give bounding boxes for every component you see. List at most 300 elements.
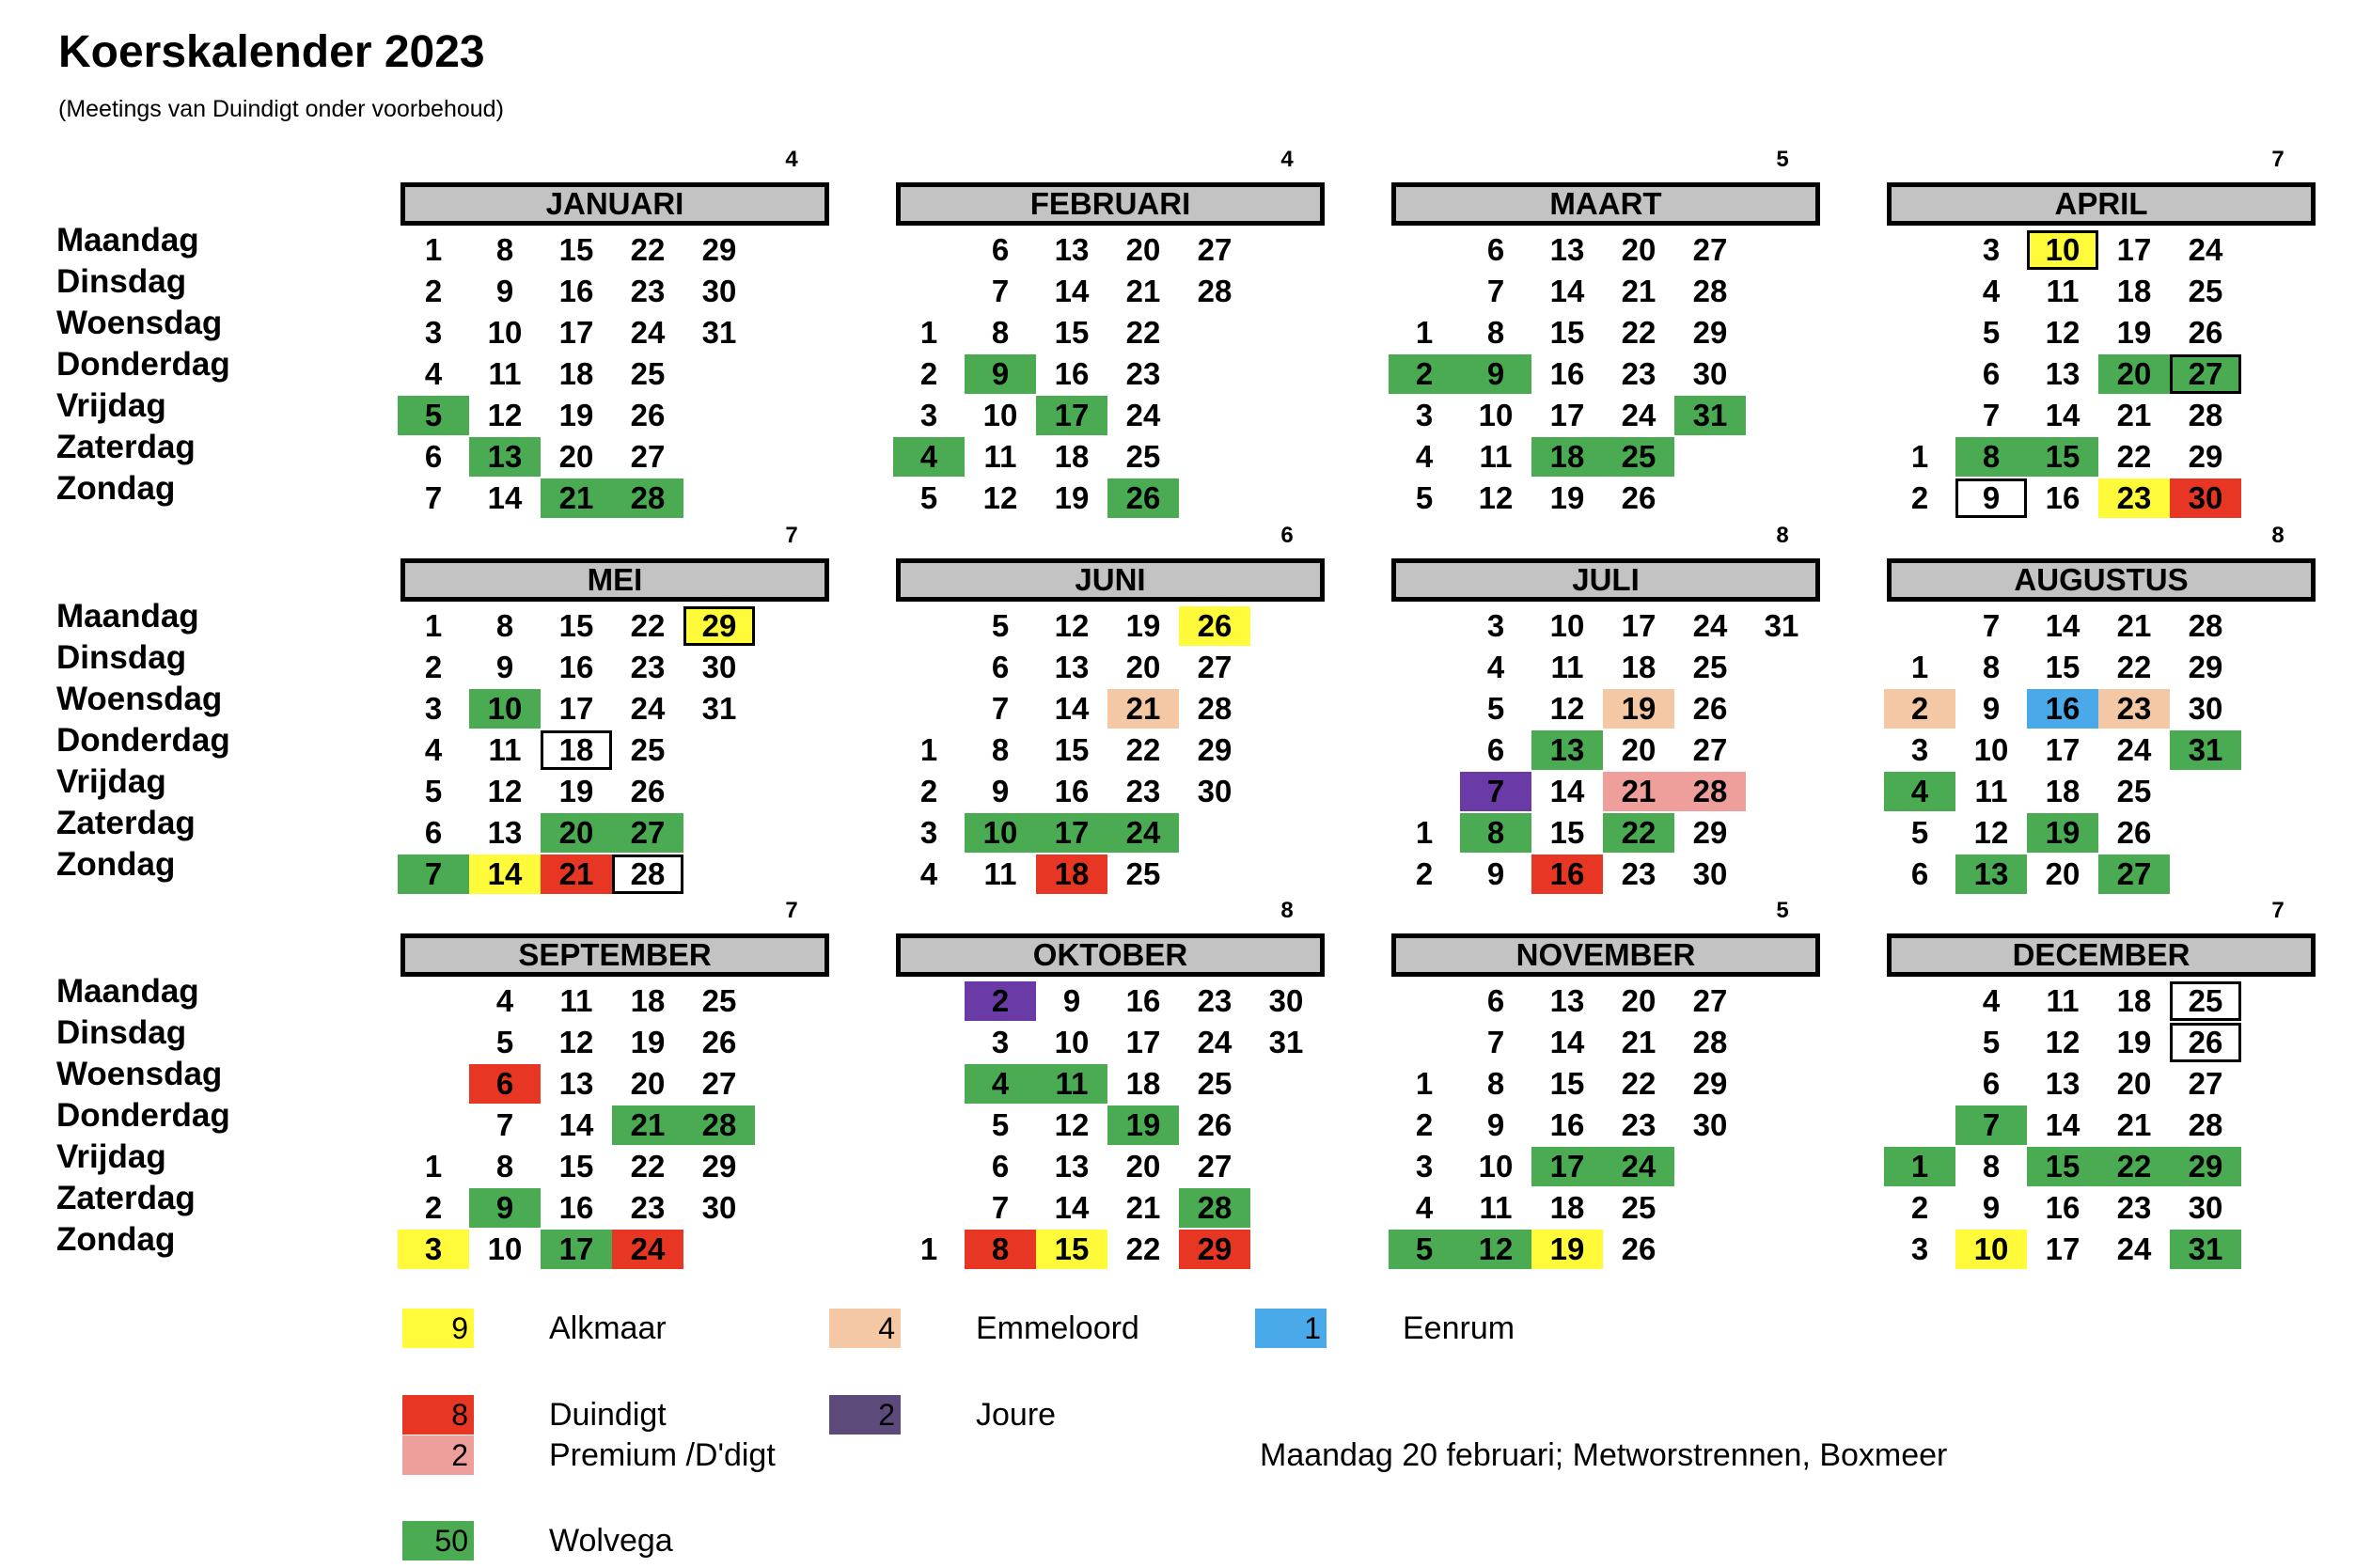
calendar-day: 18 (630, 983, 666, 1018)
calendar-day: 7 (991, 274, 1010, 308)
calendar-day: 28 (1692, 274, 1728, 308)
calendar-day: 29 (701, 1149, 737, 1184)
calendar-day: 17 (1036, 813, 1107, 853)
calendar-day: 22 (1621, 1066, 1657, 1101)
calendar-day: 23 (2098, 478, 2170, 518)
month-meeting-count: 7 (785, 523, 798, 548)
calendar-day: 18 (541, 730, 612, 770)
calendar-day: 27 (630, 439, 666, 474)
calendar-day: 16 (1549, 356, 1585, 391)
month-header-maart: MAART (1391, 182, 1820, 226)
calendar-day: 2 (1910, 1190, 1929, 1225)
calendar-day: 13 (1054, 1149, 1090, 1184)
calendar-day: 3 (424, 691, 443, 726)
calendar-day: 2 (919, 774, 938, 808)
calendar-day: 3 (1415, 1149, 1434, 1184)
calendar-day: 13 (2045, 1066, 2081, 1101)
calendar-day: 5 (991, 1107, 1010, 1142)
legend-swatch-eenrum: 1 (1255, 1309, 1327, 1348)
day-label-woensdag: Woensdag (56, 305, 223, 341)
calendar-day: 24 (1692, 608, 1728, 643)
calendar-day: 4 (893, 437, 965, 477)
calendar-day: 26 (2116, 815, 2152, 850)
legend-swatch-joure: 2 (829, 1395, 901, 1435)
calendar-day: 19 (1125, 608, 1161, 643)
day-label-vrijdag: Vrijdag (56, 1138, 166, 1175)
calendar-day: 30 (1692, 356, 1728, 391)
calendar-day: 1 (919, 732, 938, 767)
calendar-day: 16 (2045, 480, 2081, 515)
calendar-day: 11 (1550, 650, 1584, 684)
day-label-donderdag: Donderdag (56, 346, 230, 383)
calendar-day: 20 (2045, 856, 2081, 891)
calendar-day: 1 (919, 315, 938, 350)
calendar-day: 28 (1179, 1188, 1250, 1228)
calendar-day: 11 (1974, 774, 2008, 808)
calendar-day: 22 (1603, 813, 1674, 853)
calendar-day: 23 (630, 274, 666, 308)
calendar-day: 10 (1955, 1230, 2027, 1269)
calendar-day: 23 (1197, 983, 1233, 1018)
calendar-day: 17 (1549, 398, 1585, 432)
calendar-day: 16 (1549, 1107, 1585, 1142)
month-meeting-count: 7 (785, 898, 798, 923)
calendar-day: 9 (1486, 1107, 1505, 1142)
day-label-zondag: Zondag (56, 846, 176, 883)
calendar-day: 5 (495, 1025, 514, 1059)
calendar-day: 4 (965, 1064, 1036, 1104)
legend-label-joure: Joure (976, 1397, 1057, 1433)
calendar-day: 6 (1486, 232, 1505, 267)
calendar-day: 27 (1197, 1149, 1233, 1184)
calendar-day: 19 (2027, 813, 2098, 853)
day-label-donderdag: Donderdag (56, 722, 230, 759)
calendar-day: 24 (1621, 398, 1657, 432)
calendar-day: 13 (558, 1066, 594, 1101)
day-label-donderdag: Donderdag (56, 1097, 230, 1134)
calendar-day: 16 (1531, 855, 1603, 894)
calendar-day: 27 (2098, 855, 2170, 894)
calendar-day: 7 (1982, 398, 2001, 432)
calendar-day: 12 (487, 398, 523, 432)
calendar-day: 25 (1125, 856, 1161, 891)
calendar-day: 17 (558, 315, 594, 350)
calendar-day: 10 (1478, 398, 1514, 432)
calendar-day: 3 (1910, 732, 1929, 767)
calendar-day: 2 (424, 274, 443, 308)
month-meeting-count: 8 (1776, 523, 1789, 548)
calendar-day: 11 (488, 356, 522, 391)
day-label-zondag: Zondag (56, 470, 176, 507)
calendar-day: 9 (1955, 478, 2027, 518)
calendar-day: 8 (1982, 1149, 2001, 1184)
calendar-day: 21 (2116, 398, 2152, 432)
calendar-day: 23 (2116, 1190, 2152, 1225)
month-header-december: DECEMBER (1887, 933, 2316, 977)
calendar-day: 5 (1486, 691, 1505, 726)
calendar-day: 3 (1415, 398, 1434, 432)
calendar-day: 31 (1764, 608, 1799, 643)
calendar-day: 19 (2116, 315, 2152, 350)
calendar-day: 13 (1054, 650, 1090, 684)
calendar-day: 20 (541, 813, 612, 853)
calendar-day: 9 (469, 1188, 541, 1228)
calendar-day: 30 (701, 274, 737, 308)
calendar-day: 30 (2170, 478, 2241, 518)
calendar-day: 23 (1621, 356, 1657, 391)
legend-swatch-wolvega: 50 (402, 1521, 474, 1560)
calendar-day: 17 (2116, 232, 2152, 267)
calendar-day: 30 (2188, 691, 2223, 726)
calendar-day: 29 (1179, 1230, 1250, 1269)
calendar-day: 26 (2188, 315, 2223, 350)
calendar-day: 24 (1107, 813, 1179, 853)
calendar-day: 6 (424, 439, 443, 474)
day-label-woensdag: Woensdag (56, 681, 223, 717)
calendar-day: 1 (424, 232, 443, 267)
calendar-day: 23 (1621, 856, 1657, 891)
calendar-day: 29 (1692, 1066, 1728, 1101)
calendar-day: 15 (558, 608, 594, 643)
calendar-day: 31 (701, 315, 737, 350)
calendar-day: 6 (991, 232, 1010, 267)
calendar-day: 3 (1486, 608, 1505, 643)
calendar-day: 17 (1531, 1147, 1603, 1186)
calendar-day: 18 (1621, 650, 1657, 684)
calendar-day: 5 (1910, 815, 1929, 850)
calendar-day: 21 (1621, 274, 1657, 308)
calendar-day: 6 (1982, 356, 2001, 391)
calendar-day: 5 (1982, 315, 2001, 350)
calendar-day: 26 (630, 398, 666, 432)
calendar-day: 24 (1197, 1025, 1233, 1059)
calendar-day: 27 (2170, 354, 2241, 394)
calendar-day: 16 (558, 650, 594, 684)
calendar-day: 8 (495, 1149, 514, 1184)
calendar-day: 16 (1054, 356, 1090, 391)
calendar-day: 8 (991, 315, 1010, 350)
calendar-day: 8 (1486, 315, 1505, 350)
calendar-day: 11 (2046, 274, 2080, 308)
calendar-day: 11 (559, 983, 593, 1018)
calendar-day: 13 (1531, 730, 1603, 770)
calendar-day: 19 (1603, 689, 1674, 729)
calendar-day: 20 (1125, 1149, 1161, 1184)
calendar-day: 25 (1621, 1190, 1657, 1225)
month-meeting-count: 5 (1776, 147, 1789, 172)
calendar-day: 10 (1054, 1025, 1090, 1059)
page-subtitle: (Meetings van Duindigt onder voorbehoud) (58, 96, 504, 122)
calendar-day: 1 (1415, 315, 1434, 350)
calendar-day: 2 (919, 356, 938, 391)
calendar-day: 19 (630, 1025, 666, 1059)
calendar-day: 12 (1973, 815, 2009, 850)
calendar-day: 28 (2188, 608, 2223, 643)
month-meeting-count: 7 (2271, 898, 2285, 923)
calendar-day: 15 (1036, 1230, 1107, 1269)
month-meeting-count: 5 (1776, 898, 1789, 923)
calendar-day: 14 (1054, 691, 1090, 726)
calendar-day: 6 (1486, 732, 1505, 767)
calendar-day: 18 (1036, 855, 1107, 894)
calendar-day: 25 (2170, 981, 2241, 1021)
calendar-day: 30 (1692, 1107, 1728, 1142)
calendar-day: 25 (1692, 650, 1728, 684)
calendar-day: 15 (1549, 1066, 1585, 1101)
calendar-day: 12 (982, 480, 1018, 515)
calendar-day: 10 (487, 315, 523, 350)
month-header-oktober: OKTOBER (896, 933, 1325, 977)
calendar-day: 9 (495, 274, 514, 308)
calendar-day: 26 (1621, 1231, 1657, 1266)
calendar-day: 30 (2188, 1190, 2223, 1225)
calendar-day: 14 (1549, 774, 1585, 808)
calendar-day: 10 (965, 813, 1036, 853)
calendar-day: 28 (1197, 274, 1233, 308)
month-header-juli: JULI (1391, 558, 1820, 602)
calendar-day: 9 (1460, 354, 1531, 394)
calendar-day: 30 (701, 650, 737, 684)
calendar-day: 6 (1910, 856, 1929, 891)
calendar-day: 17 (558, 691, 594, 726)
calendar-day: 18 (558, 356, 594, 391)
calendar-day: 16 (558, 1190, 594, 1225)
legend-swatch-emmeloord: 4 (829, 1309, 901, 1348)
calendar-day: 10 (487, 1231, 523, 1266)
legend-swatch-duindigt: 8 (402, 1395, 474, 1435)
day-label-vrijdag: Vrijdag (56, 387, 166, 424)
calendar-day: 22 (1125, 1231, 1161, 1266)
legend-label-wolvega: Wolvega (549, 1523, 673, 1559)
calendar-day: 12 (2045, 1025, 2081, 1059)
calendar-day: 30 (1692, 856, 1728, 891)
calendar-day: 14 (1549, 1025, 1585, 1059)
calendar-day: 20 (1125, 650, 1161, 684)
calendar-day: 8 (1460, 813, 1531, 853)
calendar-day: 4 (1415, 1190, 1434, 1225)
calendar-day: 27 (701, 1066, 737, 1101)
calendar-day: 21 (541, 855, 612, 894)
calendar-day: 8 (1486, 1066, 1505, 1101)
calendar-day: 22 (2116, 439, 2152, 474)
calendar-day: 19 (558, 774, 594, 808)
calendar-day: 25 (2116, 774, 2152, 808)
calendar-day: 5 (1982, 1025, 2001, 1059)
calendar-day: 14 (487, 480, 523, 515)
calendar-day: 18 (1549, 1190, 1585, 1225)
calendar-day: 23 (1125, 774, 1161, 808)
legend-swatch-premium: 2 (402, 1435, 474, 1475)
day-label-maandag: Maandag (56, 973, 199, 1010)
calendar-day: 20 (558, 439, 594, 474)
calendar-day: 14 (2045, 398, 2081, 432)
month-meeting-count: 4 (785, 147, 798, 172)
calendar-day: 30 (1268, 983, 1304, 1018)
calendar-day: 24 (1125, 398, 1161, 432)
calendar-day: 12 (1054, 608, 1090, 643)
calendar-day: 4 (1884, 772, 1955, 811)
calendar-day: 7 (495, 1107, 514, 1142)
calendar-day: 18 (1531, 437, 1603, 477)
calendar-day: 7 (1486, 274, 1505, 308)
calendar-day: 12 (558, 1025, 594, 1059)
calendar-day: 3 (919, 815, 938, 850)
calendar-day: 4 (1982, 274, 2001, 308)
calendar-day: 10 (469, 689, 541, 729)
day-label-maandag: Maandag (56, 598, 199, 635)
month-meeting-count: 7 (2271, 147, 2285, 172)
calendar-day: 4 (1486, 650, 1505, 684)
calendar-day: 1 (424, 608, 443, 643)
calendar-day: 20 (1621, 232, 1657, 267)
calendar-day: 24 (1603, 1147, 1674, 1186)
calendar-day: 22 (630, 608, 666, 643)
calendar-day: 10 (1478, 1149, 1514, 1184)
calendar-day: 9 (1982, 1190, 2001, 1225)
calendar-day: 14 (1054, 1190, 1090, 1225)
calendar-day: 7 (991, 691, 1010, 726)
calendar-day: 1 (1910, 439, 1929, 474)
calendar-day: 4 (424, 356, 443, 391)
calendar-day: 7 (1486, 1025, 1505, 1059)
calendar-day: 13 (1054, 232, 1090, 267)
calendar-day: 24 (630, 691, 666, 726)
calendar-day: 8 (991, 732, 1010, 767)
calendar-day: 25 (1125, 439, 1161, 474)
calendar-day: 22 (2098, 1147, 2170, 1186)
calendar-day: 23 (1125, 356, 1161, 391)
calendar-day: 3 (991, 1025, 1010, 1059)
calendar-day: 29 (701, 232, 737, 267)
calendar-day: 7 (424, 480, 443, 515)
calendar-day: 24 (612, 1230, 683, 1269)
calendar-day: 12 (1054, 1107, 1090, 1142)
calendar-day: 29 (683, 606, 755, 646)
calendar-day: 4 (919, 856, 938, 891)
calendar-day: 7 (991, 1190, 1010, 1225)
calendar-day: 8 (1955, 437, 2027, 477)
calendar-day: 2 (1910, 480, 1929, 515)
calendar-day: 16 (1054, 774, 1090, 808)
calendar-day: 25 (1197, 1066, 1233, 1101)
calendar-day: 22 (1125, 732, 1161, 767)
calendar-day: 15 (558, 1149, 594, 1184)
calendar-day: 16 (2045, 1190, 2081, 1225)
day-label-dinsdag: Dinsdag (56, 263, 187, 300)
calendar-day: 14 (2045, 1107, 2081, 1142)
legend-label-alkmaar: Alkmaar (549, 1310, 667, 1346)
day-label-dinsdag: Dinsdag (56, 1014, 187, 1051)
month-header-februari: FEBRUARI (896, 182, 1325, 226)
calendar-day: 2 (1389, 354, 1460, 394)
calendar-day: 31 (1674, 396, 1746, 435)
calendar-day: 31 (2170, 1230, 2241, 1269)
calendar-day: 24 (630, 315, 666, 350)
calendar-day: 5 (991, 608, 1010, 643)
day-label-zondag: Zondag (56, 1221, 176, 1258)
calendar-day: 4 (495, 983, 514, 1018)
calendar-day: 19 (1054, 480, 1090, 515)
calendar-day: 4 (424, 732, 443, 767)
calendar-day: 23 (630, 1190, 666, 1225)
calendar-day: 20 (2116, 1066, 2152, 1101)
calendar-day: 1 (919, 1231, 938, 1266)
calendar-day: 21 (612, 1105, 683, 1145)
calendar-day: 8 (1982, 650, 2001, 684)
calendar-day: 13 (1549, 232, 1585, 267)
calendar-day: 20 (1621, 732, 1657, 767)
page-title: Koerskalender 2023 (58, 27, 485, 77)
day-label-zaterdag: Zaterdag (56, 429, 196, 465)
calendar-day: 25 (630, 356, 666, 391)
calendar-day: 24 (2116, 1231, 2152, 1266)
calendar-day: 27 (612, 813, 683, 853)
calendar-day: 14 (2045, 608, 2081, 643)
calendar-day: 13 (2045, 356, 2081, 391)
calendar-day: 29 (2188, 650, 2223, 684)
calendar-day: 20 (2098, 354, 2170, 394)
calendar-day: 25 (630, 732, 666, 767)
calendar-day: 21 (2116, 608, 2152, 643)
calendar-day: 3 (1982, 232, 2001, 267)
calendar-day: 26 (2170, 1023, 2241, 1062)
month-header-september: SEPTEMBER (400, 933, 829, 977)
day-label-zaterdag: Zaterdag (56, 1180, 196, 1216)
calendar-day: 14 (1549, 274, 1585, 308)
calendar-day: 1 (1415, 815, 1434, 850)
calendar-day: 26 (630, 774, 666, 808)
calendar-day: 13 (1955, 855, 2027, 894)
calendar-day: 27 (1692, 983, 1728, 1018)
calendar-day: 31 (1268, 1025, 1304, 1059)
calendar-day: 29 (2170, 1147, 2241, 1186)
calendar-day: 28 (1692, 1025, 1728, 1059)
day-label-dinsdag: Dinsdag (56, 639, 187, 676)
calendar-day: 21 (1621, 1025, 1657, 1059)
calendar-day: 26 (1692, 691, 1728, 726)
calendar-day: 17 (1036, 396, 1107, 435)
calendar-day: 23 (1621, 1107, 1657, 1142)
calendar-day: 28 (1674, 772, 1746, 811)
calendar-day: 22 (630, 1149, 666, 1184)
calendar-day: 11 (488, 732, 522, 767)
calendar-day: 13 (1549, 983, 1585, 1018)
calendar-day: 28 (612, 855, 683, 894)
calendar-day: 6 (991, 650, 1010, 684)
calendar-day: 1 (1910, 650, 1929, 684)
calendar-day: 10 (982, 398, 1018, 432)
calendar-day: 25 (701, 983, 737, 1018)
calendar-day: 15 (1549, 315, 1585, 350)
calendar-day: 7 (1982, 608, 2001, 643)
calendar-day: 7 (1955, 1105, 2027, 1145)
calendar-day: 30 (1197, 774, 1233, 808)
calendar-day: 2 (965, 981, 1036, 1021)
day-label-maandag: Maandag (56, 222, 199, 259)
legend-label-premium: Premium /D'digt (549, 1437, 776, 1473)
calendar-day: 5 (1415, 480, 1434, 515)
calendar-day: 26 (701, 1025, 737, 1059)
calendar-day: 8 (965, 1230, 1036, 1269)
calendar-day: 25 (1603, 437, 1674, 477)
calendar-day: 17 (2045, 1231, 2081, 1266)
calendar-day: 15 (2045, 650, 2081, 684)
calendar-day: 24 (2188, 232, 2223, 267)
calendar-day: 18 (2045, 774, 2081, 808)
calendar-day: 12 (2045, 315, 2081, 350)
calendar-day: 27 (1197, 232, 1233, 267)
calendar-day: 27 (1692, 232, 1728, 267)
